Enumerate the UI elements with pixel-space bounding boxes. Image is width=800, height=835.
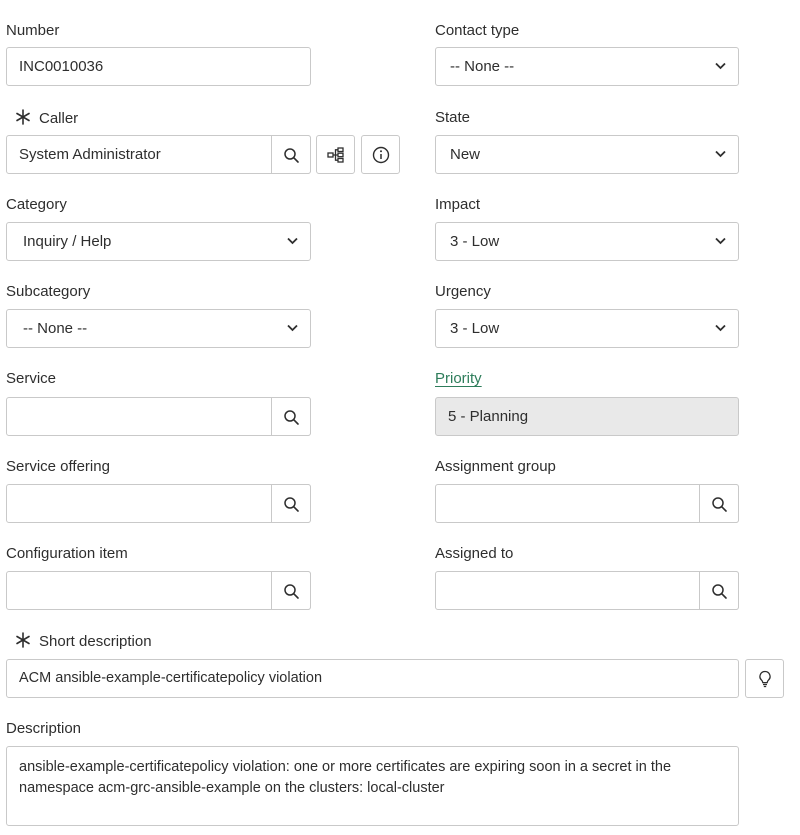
urgency-select[interactable] bbox=[435, 309, 739, 348]
caller-value: System Administrator bbox=[19, 146, 161, 163]
search-icon bbox=[283, 147, 300, 164]
assignment-group-input[interactable] bbox=[435, 484, 739, 523]
description-textarea[interactable]: ansible-example-certificatepolicy violation: one or more certificates are expiring soon in a secret in the namespace acm-grc-ansible-example on the clusters: local-cluster bbox=[6, 746, 739, 826]
service-label: Service bbox=[6, 370, 57, 387]
number-label: Number bbox=[6, 22, 60, 39]
priority-value: 5 - Planning bbox=[448, 408, 529, 425]
asterisk-icon bbox=[15, 109, 31, 125]
short-description-label-text: Short description bbox=[39, 633, 152, 650]
suggestion-button[interactable] bbox=[745, 659, 784, 698]
short-description-value: ACM ansible-example-certificatepolicy violation bbox=[19, 670, 323, 686]
impact-value: 3 - Low bbox=[450, 233, 500, 250]
service-input[interactable] bbox=[6, 397, 311, 436]
subcategory-value: -- None -- bbox=[23, 320, 88, 337]
description-label: Description bbox=[6, 720, 82, 737]
service-offering-label: Service offering bbox=[6, 458, 110, 475]
state-value: New bbox=[450, 146, 481, 163]
caller-label-text: Caller bbox=[39, 110, 79, 127]
service-offering-lookup-button[interactable] bbox=[271, 484, 311, 523]
caller-dependencies-button[interactable] bbox=[316, 135, 355, 174]
contact-type-label: Contact type bbox=[435, 22, 520, 39]
asterisk-icon bbox=[15, 632, 31, 648]
category-select[interactable] bbox=[6, 222, 311, 261]
short-description-input[interactable] bbox=[6, 659, 739, 698]
short-description-label bbox=[6, 632, 152, 651]
caller-lookup-button[interactable] bbox=[271, 135, 311, 174]
priority-link[interactable]: Priority bbox=[435, 370, 482, 387]
assigned-to-input[interactable] bbox=[435, 571, 739, 610]
priority-field bbox=[435, 397, 739, 436]
contact-type-select[interactable] bbox=[435, 47, 739, 86]
category-label: Category bbox=[6, 196, 67, 213]
chevron-down-icon bbox=[287, 237, 298, 245]
assigned-to-label: Assigned to bbox=[435, 545, 514, 562]
chevron-down-icon bbox=[715, 62, 726, 70]
chevron-down-icon bbox=[715, 324, 726, 332]
urgency-value: 3 - Low bbox=[450, 320, 500, 337]
chevron-down-icon bbox=[715, 237, 726, 245]
configuration-item-input[interactable] bbox=[6, 571, 311, 610]
caller-label bbox=[6, 109, 78, 128]
search-icon bbox=[711, 583, 728, 600]
state-label: State bbox=[435, 109, 471, 126]
contact-type-value: -- None -- bbox=[450, 58, 515, 75]
chevron-down-icon bbox=[287, 324, 298, 332]
info-icon bbox=[372, 146, 390, 164]
category-value: Inquiry / Help bbox=[23, 233, 112, 250]
number-input[interactable] bbox=[6, 47, 311, 86]
subcategory-select[interactable] bbox=[6, 309, 311, 348]
caller-info-button[interactable] bbox=[361, 135, 400, 174]
caller-input[interactable] bbox=[6, 135, 311, 174]
impact-label: Impact bbox=[435, 196, 481, 213]
number-value: INC0010036 bbox=[19, 58, 104, 75]
assigned-to-lookup-button[interactable] bbox=[699, 571, 739, 610]
subcategory-label: Subcategory bbox=[6, 283, 91, 300]
search-icon bbox=[283, 409, 300, 426]
search-icon bbox=[283, 583, 300, 600]
urgency-label: Urgency bbox=[435, 283, 491, 300]
hierarchy-icon bbox=[327, 147, 345, 163]
state-select[interactable] bbox=[435, 135, 739, 174]
impact-select[interactable] bbox=[435, 222, 739, 261]
assignment-group-label: Assignment group bbox=[435, 458, 556, 475]
service-offering-input[interactable] bbox=[6, 484, 311, 523]
configuration-item-lookup-button[interactable] bbox=[271, 571, 311, 610]
chevron-down-icon bbox=[715, 150, 726, 158]
assignment-group-lookup-button[interactable] bbox=[699, 484, 739, 523]
lightbulb-icon bbox=[758, 670, 772, 688]
configuration-item-label: Configuration item bbox=[6, 545, 128, 562]
search-icon bbox=[711, 496, 728, 513]
search-icon bbox=[283, 496, 300, 513]
service-lookup-button[interactable] bbox=[271, 397, 311, 436]
